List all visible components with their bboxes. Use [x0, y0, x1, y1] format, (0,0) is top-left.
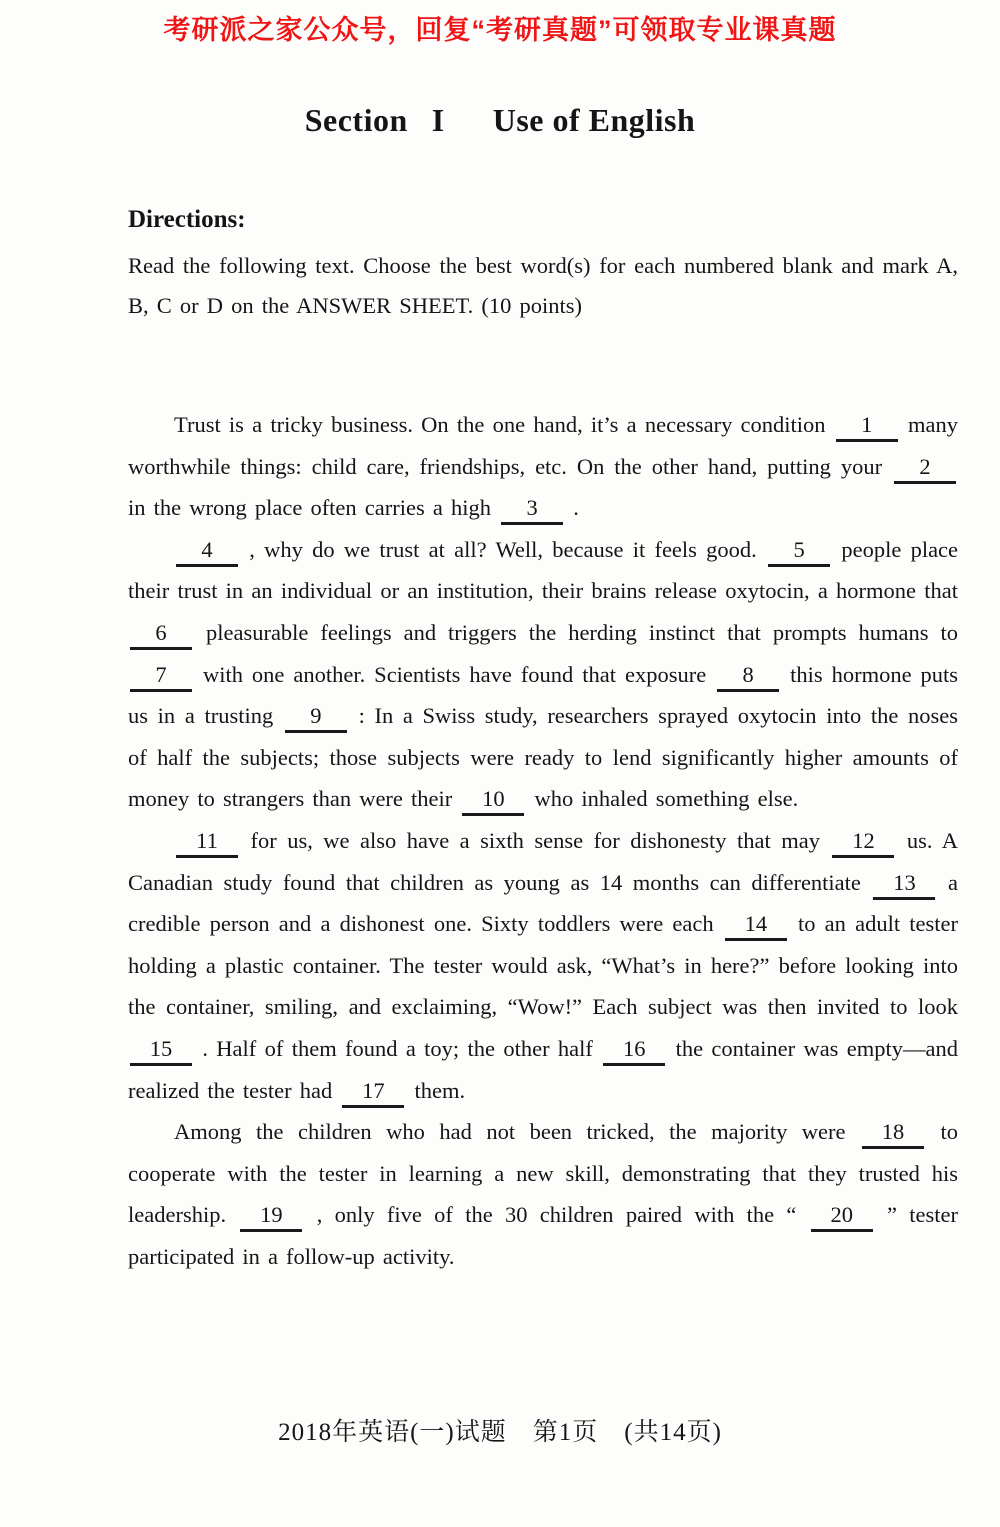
cloze-blank-4: 4 — [176, 538, 238, 567]
passage-paragraph — [128, 404, 958, 529]
cloze-blank-1: 1 — [836, 413, 898, 442]
passage-text: Among the children who had not been tricked, the majority were — [174, 1119, 846, 1145]
passage-text: , only five of the 30 children paired with the “ — [316, 1202, 797, 1228]
section-title-subject: Use of English — [492, 102, 696, 138]
cloze-blank-11: 11 — [176, 829, 238, 858]
passage-paragraph — [128, 1111, 958, 1277]
passage-text: : In a Swiss study, researchers sprayed oxytocin into the noses of half the subjects; those subjects were ready to lend significantly higher amounts of money to strangers than were their — [128, 703, 959, 812]
cloze-blank-9: 9 — [285, 704, 347, 733]
passage-text: for us, we also have a sixth sense for dishonesty that may — [250, 827, 820, 853]
passage-text: Trust is a tricky business. On the one hand, it’s a necessary condition — [174, 412, 826, 437]
passage-text: . — [573, 495, 579, 521]
passage-text: pleasurable feelings and triggers the herding instinct that prompts humans to — [205, 619, 958, 645]
passage-paragraph — [128, 820, 958, 1111]
page-footer: 2018年英语(一)试题 第1页 (共14页) — [278, 1419, 722, 1446]
passage-text: in the wrong place often carries a high — [128, 495, 491, 521]
section-title-numeral: I — [431, 102, 445, 138]
cloze-blank-7: 7 — [130, 663, 192, 692]
cloze-blank-14: 14 — [725, 912, 787, 941]
directions-block — [128, 206, 958, 326]
section-title — [0, 102, 1000, 139]
passage-text: people place their trust in an individual or an institution, their brains release oxytocin, a hormone that — [128, 536, 959, 604]
passage-text: with one another. Scientists have found that exposure — [202, 661, 707, 687]
section-title-word: Section — [304, 102, 408, 138]
directions-text: Read the following text. Choose the best word(s) for each numbered blank and mark A, B, C or D on the ANSWER SHEET. (10 points) — [128, 253, 958, 318]
cloze-blank-17: 17 — [342, 1079, 404, 1108]
passage-text: them. — [414, 1077, 466, 1103]
cloze-blank-6: 6 — [130, 621, 192, 650]
cloze-blank-12: 12 — [832, 829, 894, 858]
cloze-blank-16: 16 — [603, 1037, 665, 1066]
cloze-passage — [128, 404, 958, 1277]
passage-text: ” tester participated in a follow-up activity. — [128, 1202, 959, 1269]
cloze-blank-18: 18 — [862, 1120, 924, 1149]
cloze-blank-8: 8 — [717, 663, 779, 692]
cloze-blank-15: 15 — [130, 1037, 192, 1066]
passage-text: us. A Canadian study found that children as young as 14 months can differentiate — [128, 827, 959, 895]
passage-text: the container was empty—and realized the tester had — [128, 1035, 958, 1103]
passage-text: . Half of them found a toy; the other half — [202, 1035, 593, 1061]
passage-text: a credible person and a dishonest one. Sixty toddlers were each — [128, 869, 958, 937]
cloze-blank-10: 10 — [462, 787, 524, 816]
cloze-blank-13: 13 — [873, 871, 935, 900]
passage-text: many worthwhile things: child care, friendships, etc. On the other hand, putting your — [128, 412, 959, 479]
promo-header-text: 考研派之家公众号，回复“考研真题”可领取专业课真题 — [163, 15, 837, 45]
passage-text: this hormone puts us in a trusting — [128, 661, 959, 729]
passage-paragraph — [128, 529, 958, 820]
directions-label: Directions: — [128, 206, 246, 233]
passage-text: , why do we trust at all? Well, because it feels good. — [249, 536, 757, 562]
passage-text: to cooperate with the tester in learning a new skill, demonstrating that they trusted his leadership. — [128, 1119, 958, 1228]
passage-text: who inhaled something else. — [534, 786, 799, 812]
cloze-blank-20: 20 — [811, 1203, 873, 1232]
cloze-blank-19: 19 — [240, 1203, 302, 1232]
cloze-blank-3: 3 — [501, 496, 563, 525]
cloze-blank-2: 2 — [894, 455, 956, 484]
passage-text: to an adult tester holding a plastic container. The tester would ask, “What’s in here?” before looking into the container, smiling, and exclaiming, “Wow!” Each subject was then invited to look — [128, 911, 959, 1020]
cloze-blank-5: 5 — [768, 538, 830, 567]
